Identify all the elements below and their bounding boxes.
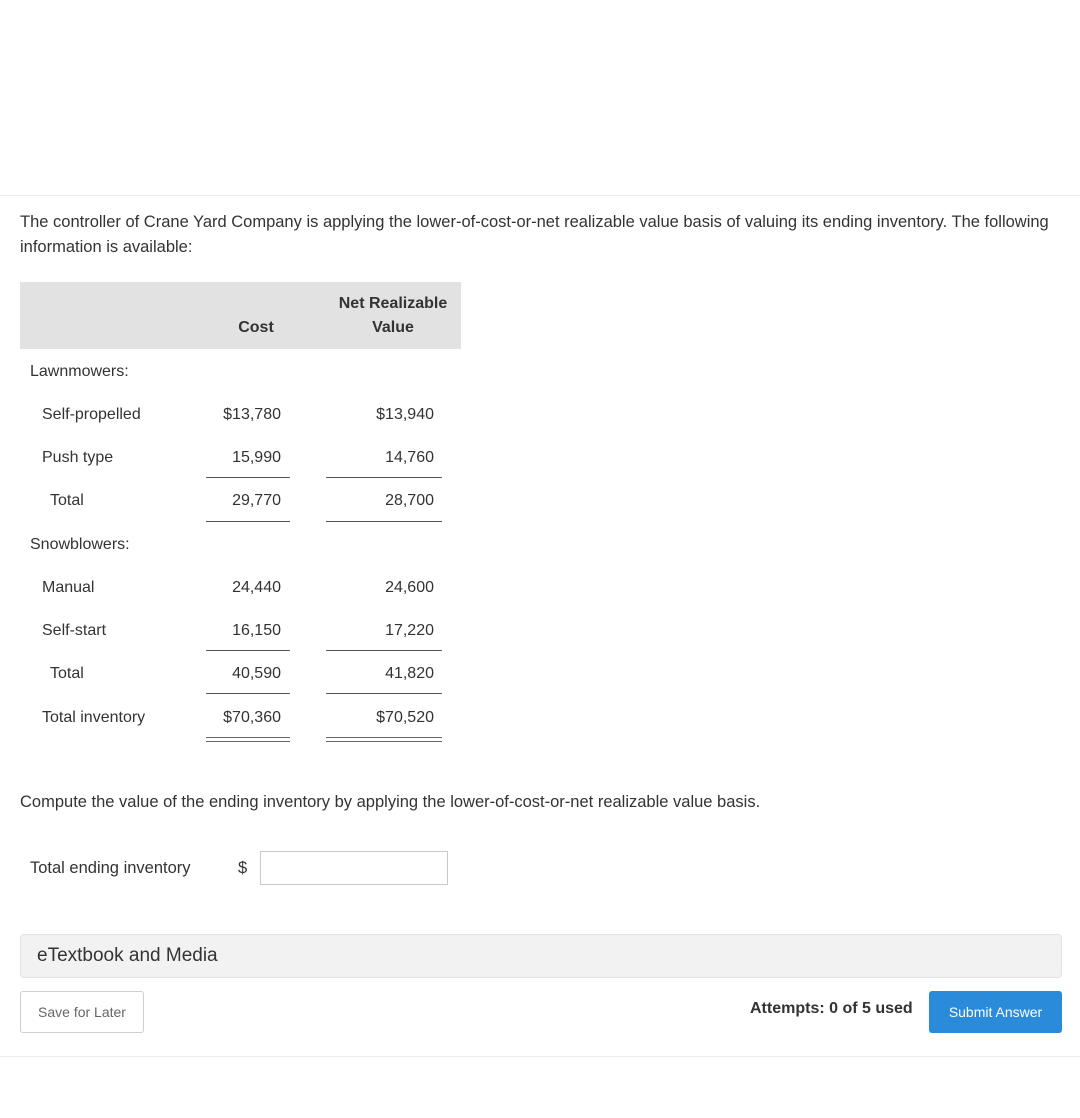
underline bbox=[326, 693, 442, 694]
cost-value: 24,440 bbox=[232, 579, 281, 596]
underline bbox=[326, 521, 442, 522]
currency-symbol: $ bbox=[238, 859, 248, 877]
underline bbox=[206, 521, 290, 522]
row-label: Push type bbox=[42, 449, 114, 466]
cost-value: $13,780 bbox=[223, 406, 281, 423]
row-label: Manual bbox=[42, 579, 95, 596]
underline bbox=[206, 693, 290, 694]
question-text: Compute the value of the ending inventory by applying the lower-of-cost-or-net realizable value basis. bbox=[20, 793, 761, 811]
etextbook-media-bar[interactable] bbox=[20, 934, 1062, 978]
double-underline bbox=[206, 737, 290, 742]
question-panel bbox=[0, 195, 1080, 1057]
attempts-counter: Attempts: 0 of 5 used bbox=[750, 1000, 913, 1017]
table-header bbox=[20, 282, 461, 349]
col-header-nrv-line1: Net Realizable bbox=[338, 295, 448, 312]
underline bbox=[326, 477, 442, 478]
nrv-value: 17,220 bbox=[385, 622, 434, 639]
cost-value: 29,770 bbox=[232, 492, 281, 509]
col-header-cost: Cost bbox=[238, 319, 274, 336]
cost-value: 15,990 bbox=[232, 449, 281, 466]
nrv-value: 41,820 bbox=[385, 665, 434, 682]
nrv-value: $70,520 bbox=[376, 709, 434, 726]
problem-statement: The controller of Crane Yard Company is applying the lower-of-cost-or-net realizable value basis of valuing its ending inventory. The following information is available: bbox=[20, 213, 1049, 256]
row-label: Self-propelled bbox=[42, 406, 141, 423]
nrv-value: $13,940 bbox=[376, 406, 434, 423]
nrv-value: 28,700 bbox=[385, 492, 434, 509]
underline bbox=[206, 477, 290, 478]
nrv-value: 24,600 bbox=[385, 579, 434, 596]
cost-value: 16,150 bbox=[232, 622, 281, 639]
row-label: Total bbox=[50, 492, 84, 509]
row-label: Self-start bbox=[42, 622, 107, 639]
group-label-lawnmowers: Lawnmowers: bbox=[30, 363, 129, 380]
double-underline bbox=[326, 737, 442, 742]
group-label-snowblowers: Snowblowers: bbox=[30, 536, 130, 553]
underline bbox=[206, 650, 290, 651]
row-label: Total bbox=[50, 665, 84, 682]
col-header-nrv-line2: Value bbox=[372, 319, 414, 336]
cost-value: 40,590 bbox=[232, 665, 281, 682]
row-label: Total inventory bbox=[42, 709, 146, 726]
etextbook-label: eTextbook and Media bbox=[37, 945, 218, 966]
underline bbox=[326, 650, 442, 651]
cost-value: $70,360 bbox=[223, 709, 281, 726]
nrv-value: 14,760 bbox=[385, 449, 434, 466]
submit-answer-button[interactable]: Submit Answer bbox=[929, 991, 1062, 1033]
save-for-later-button[interactable]: Save for Later bbox=[20, 991, 144, 1033]
answer-label: Total ending inventory bbox=[30, 859, 191, 877]
total-ending-inventory-input[interactable] bbox=[260, 851, 448, 885]
